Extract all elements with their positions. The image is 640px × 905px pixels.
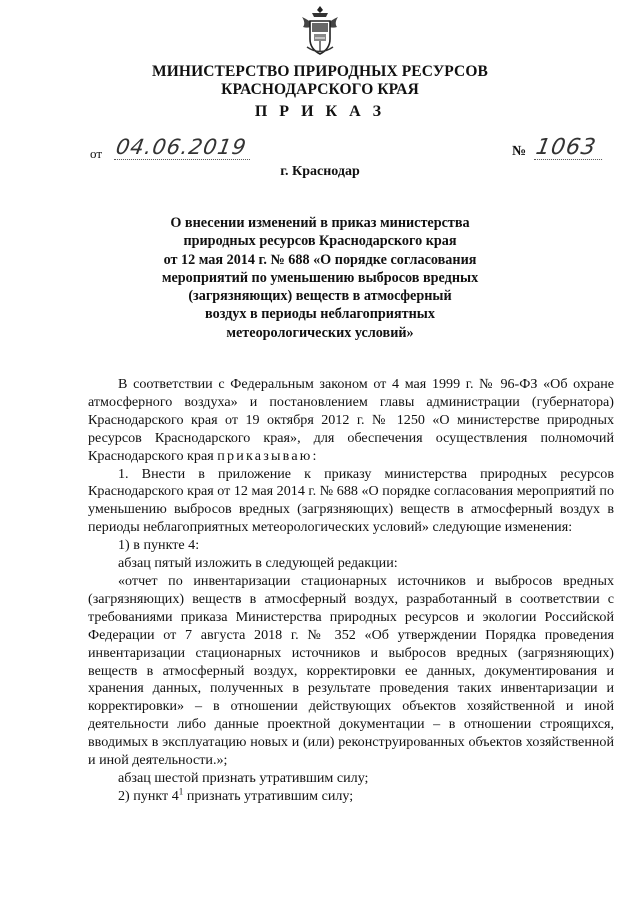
subject-line: мероприятий по уменьшению выбросов вредных	[161, 269, 479, 286]
subitem-1-paragraph: 1) в пункте 4:	[118, 537, 200, 554]
item-2-superscript: 1	[178, 786, 184, 797]
handwritten-number: 1063	[534, 137, 606, 160]
subject-line: воздух в периоды неблагоприятных	[205, 306, 435, 323]
number-label: №	[512, 144, 527, 159]
order-subject	[140, 214, 500, 342]
subject-line: от 12 мая 2014 г. № 688 «О порядке согласования	[163, 251, 477, 268]
quoted-text-paragraph: «отчет по инвентаризации стационарных источников и выбросов вредных (загрязняющих) веществ в атмосферный воздух, разработанный в соответствии с требованиями приказа Министерства природных ресурсов и экологии Российской Федерации от 7 августа 2018 г. № 352 «Об утверждении Порядка проведения инвентаризации стационарных источников и выбросов вредных (загрязняющих) веществ в атмосферный воздух, корректировки ее данных, документирования и хранения данных, полученных в результате проведения таких инвентаризации и корректировки» – в отношении действующих объектов хозяйственной и иной деятельности либо данные проектной документации – в отношении строящихся, вводимых в эксплуатацию новых и (или) реконструированных объектов хозяйственной и иной деятельности.»;	[88, 572, 614, 769]
paragraph-five-intro: абзац пятый изложить в следующей редакции:	[118, 555, 398, 572]
ministry-name-line1: МИНИСТЕРСТВО ПРИРОДНЫХ РЕСУРСОВ	[152, 63, 488, 80]
ministry-name-line2: КРАСНОДАРСКОГО КРАЯ	[221, 81, 419, 98]
paragraph-six: абзац шестой признать утратившим силу;	[118, 769, 369, 786]
item-2-suffix: признать утратившим силу;	[183, 787, 354, 804]
intro-text: В соответствии с Федеральным законом от 4 мая 1999 г. № 96-ФЗ «Об охране атмосферного воздуха» и постановлением главы администрации (губернатора) Краснодарского края от 19 октября 2012 г. № 1250 «О министерстве природных ресурсов Краснодарского края», для обеспечения осуществления полномочий Краснодарского края	[88, 376, 614, 464]
date-from-label: от	[90, 146, 103, 161]
item-1-paragraph: 1. Внести в приложение к приказу министерства природных ресурсов Краснодарского края от 12 мая 2014 г. № 688 «О порядке согласования мероприятий по уменьшению выбросов вредных (загрязняющих) веществ в атмосферный воздух в периоды неблагоприятных метеорологических условий» следующие изменения:	[88, 465, 614, 536]
item-2-prefix: 2) пункт 4	[118, 787, 179, 804]
order-body	[88, 376, 614, 806]
subject-line: метеорологических условий»	[226, 324, 414, 341]
order-word: приказываю:	[217, 447, 319, 464]
item-2-paragraph	[88, 788, 614, 806]
document-type: П Р И К А З	[254, 103, 386, 120]
handwritten-date: 04.06.2019	[114, 136, 254, 160]
intro-paragraph	[88, 376, 614, 466]
coat-of-arms-icon	[298, 5, 342, 57]
subject-line: О внесении изменений в приказ министерства	[170, 215, 470, 231]
subject-line: природных ресурсов Краснодарского края	[183, 233, 457, 250]
subject-line: (загрязняющих) веществ в атмосферный	[188, 288, 452, 305]
city-name: г. Краснодар	[280, 164, 360, 179]
